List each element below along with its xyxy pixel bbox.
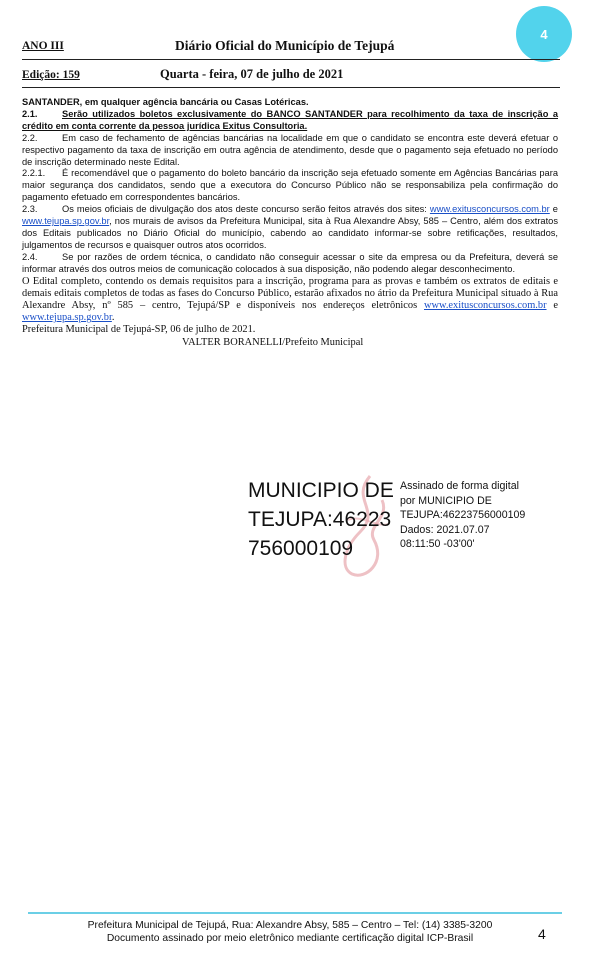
- header-divider: [22, 59, 560, 60]
- item-text-cont: , nos murais de avisos da Prefeitura Municipal, sita à Rua Alexandre Absy, 585 – Centro, além dos extratos dos Editais publicados no Diário Oficial do município, cabendo ao candidato informar-se sobre retificações, resultados, julgamentos de recursos e quaisquer outros atos ocorridos.: [22, 216, 558, 250]
- header-divider-bottom: [22, 87, 560, 88]
- paragraph-santander: SANTANDER, em qualquer agência bancária ou Casas Lotéricas.: [22, 97, 309, 107]
- item-text: É recomendável que o pagamento do boleto bancário da inscrição seja efetuado somente em Agências Bancárias para maior segurança dos candidatos, sendo que a executora do Concurso Público não se responsabiliza pela confirmação do pagamento efetuado em correspondentes bancários.: [22, 168, 558, 203]
- paragraph-2-3: [22, 204, 558, 252]
- item-number: 2.1.: [22, 108, 38, 119]
- item-number: 2.4.: [22, 251, 38, 262]
- signer-name: VALTER BORANELLI/Prefeito Municipal: [182, 336, 364, 348]
- item-text: O Edital completo, contendo os demais requisitos para a inscrição, programa para as provas e também os extratos de editais e demais editais completos de todas as fases do Concurso Público, estarão afixados no átrio da Prefeitura Municipal situado à Rua Alexandre Absy, nº 585 – centro, Tejupá/SP e disponíveis nos endereços eletrônicos: [22, 275, 558, 311]
- publication-date: Quarta - feira, 07 de julho de 2021: [160, 67, 344, 81]
- paragraph-2-2: [22, 133, 558, 169]
- signature-info-line: por MUNICIPIO DE: [400, 494, 492, 507]
- item-text: Os meios oficiais de divulgação dos atos deste concurso serão feitos através dos sites:: [62, 204, 427, 215]
- signature-name: [248, 476, 394, 563]
- edition-number: Edição: 159: [22, 69, 80, 81]
- footer-page-number: 4: [538, 926, 546, 942]
- item-text: Serão utilizados boletos exclusivamente do BANCO SANTANDER para recolhimento da taxa de inscrição a crédito em conta corrente da pessoa jurídica Exitus Consultoria.: [22, 108, 558, 131]
- signature-info-line: 08:11:50 -03'00': [400, 538, 475, 550]
- signature-name-line: MUNICIPIO DE: [248, 479, 394, 502]
- signature-info-line: Dados: 2021.07.07: [400, 523, 490, 536]
- signature-details: [400, 479, 525, 552]
- signature-info-line: TEJUPA:46223756000109: [400, 509, 526, 521]
- exitus-link[interactable]: www.exitusconcursos.com.br: [429, 204, 550, 215]
- signature-name-line: TEJUPA:46223: [248, 508, 392, 531]
- place-date: Prefeitura Municipal de Tejupá-SP, 06 de julho de 2021.: [22, 324, 256, 336]
- footer-certification: Documento assinado por meio eletrônico mediante certificação digital ICP-Brasil: [106, 932, 474, 944]
- item-text: Em caso de fechamento de agências bancárias na localidade em que o candidato se encontra este deverá efetuar o respectivo pagamento da taxa de inscrição em outra agência de atendimento, desde que o pagamento seja efetuado no período de inscrição determinado neste Edital.: [22, 132, 558, 167]
- newspaper-title: Diário Oficial do Município de Tejupá: [175, 38, 395, 53]
- document-body: [22, 97, 558, 349]
- paragraph-2-1: [22, 109, 558, 133]
- item-number: 2.3.: [22, 204, 38, 215]
- conjunction: e: [549, 204, 558, 215]
- paragraph-2-4: [22, 252, 558, 276]
- signature-info-line: Assinado de forma digital: [400, 480, 519, 492]
- paragraph-2-2-1: [22, 168, 558, 204]
- item-text: Se por razões de ordem técnica, o candidato não conseguir acessar o site da empresa ou da Prefeitura, deverá se informar através dos outros meios de comunicação colocados à sua disposição, não podendo alegar desconhecimento.: [22, 251, 558, 274]
- item-number: 2.2.1.: [22, 168, 46, 179]
- exitus-link[interactable]: www.exitusconcursos.com.br: [423, 300, 547, 311]
- tejupa-link[interactable]: www.tejupa.sp.gov.br: [22, 216, 110, 227]
- footer: [40, 920, 540, 945]
- page-number-badge: 4: [516, 6, 572, 62]
- signature-name-line: 756000109: [248, 537, 354, 560]
- footer-address: Prefeitura Municipal de Tejupá, Rua: Alexandre Absy, 585 – Centro – Tel: (14) 3385-3200: [87, 920, 493, 931]
- period: .: [111, 312, 115, 324]
- footer-divider: [28, 912, 562, 914]
- paragraph-edital: [22, 276, 558, 325]
- edition-year: ANO III: [22, 40, 64, 52]
- item-number: 2.2.: [22, 132, 38, 143]
- tejupa-link[interactable]: www.tejupa.sp.gov.br: [22, 312, 112, 324]
- conjunction: e: [546, 300, 558, 311]
